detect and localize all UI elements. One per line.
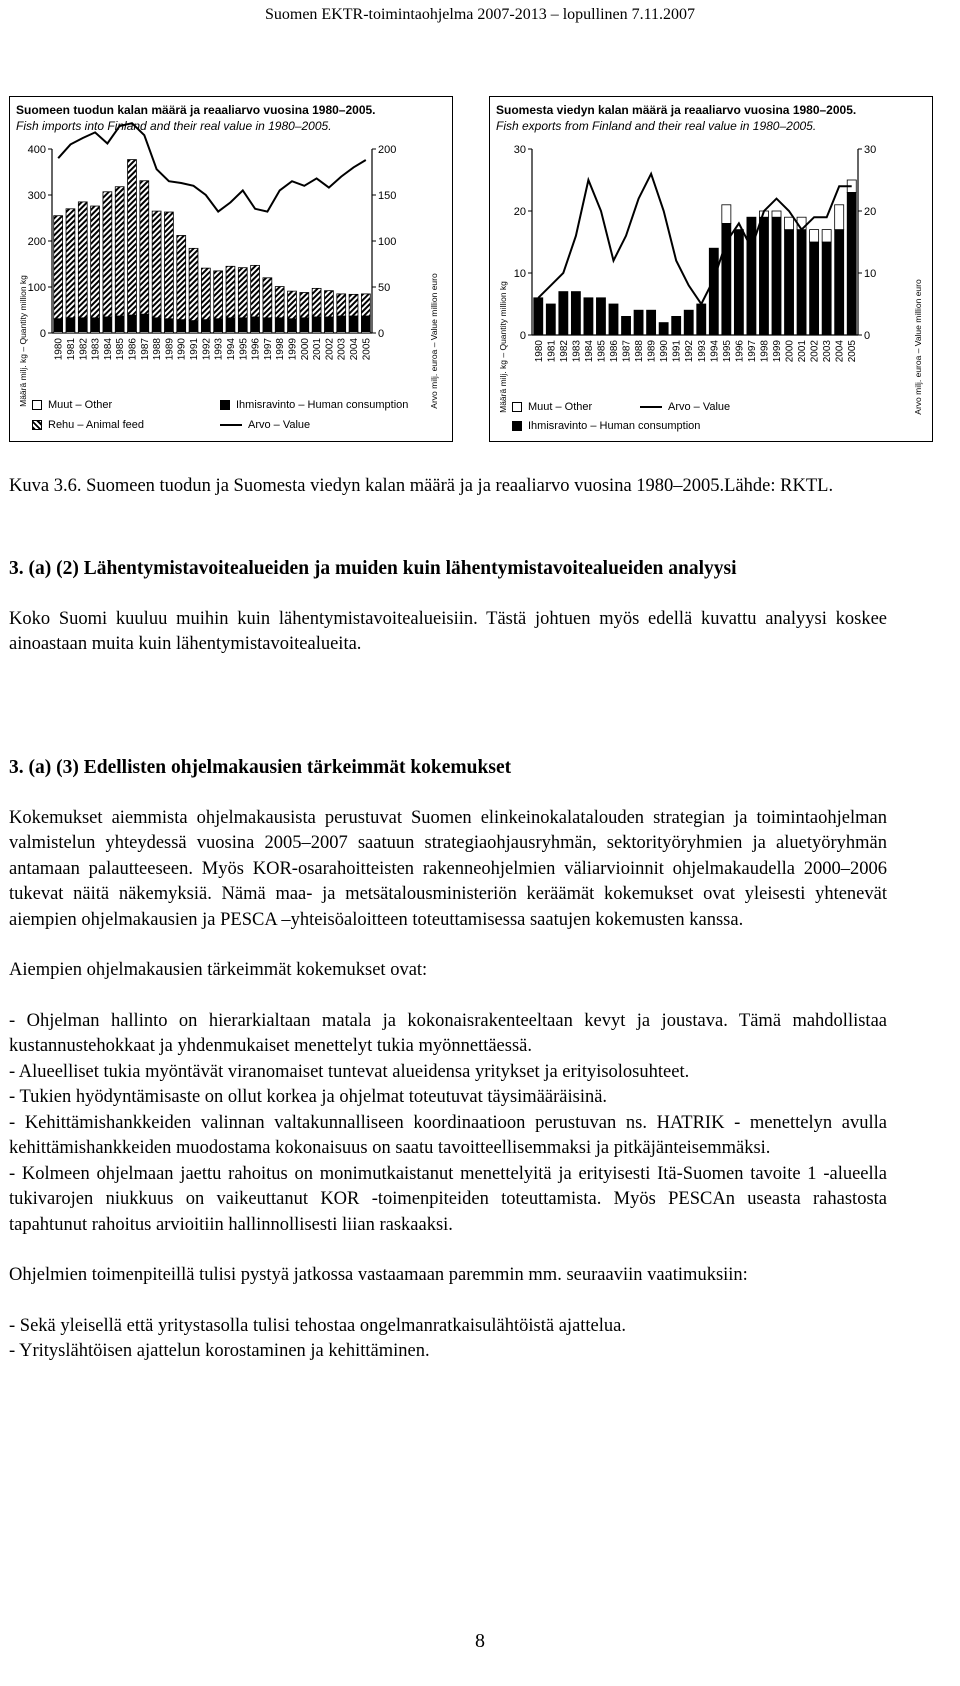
bar-segment (647, 310, 656, 335)
exports-y-right-label: Arvo milj. euroa – Value million euro (913, 279, 923, 415)
x-tick-label: 1996 (734, 340, 746, 363)
x-tick-label: 1987 (139, 338, 151, 361)
x-tick-label: 2005 (847, 340, 859, 363)
section-convergence (9, 556, 887, 658)
x-tick-label: 1985 (115, 338, 127, 361)
legend-other-label: Muut – Other (48, 399, 113, 411)
bar-segment (251, 317, 260, 332)
bar-segment (91, 318, 100, 332)
legend-other-swatch (512, 402, 522, 412)
exports-chart-subtitle: Fish exports from Finland and their real value in 1980–2005. (496, 119, 817, 133)
imports-chart-plot (10, 97, 452, 441)
bar-segment (759, 217, 768, 335)
imports-chart (9, 96, 453, 442)
bar-segment (54, 319, 63, 332)
x-tick-label: 1994 (709, 340, 721, 363)
x-tick-label: 1991 (671, 340, 683, 363)
bar-segment (684, 310, 693, 335)
section-experiences-body: Kokemukset aiemmista ohjelmakausista perustuvat Suomen elinkeinokalatalouden strategian ja toimintaohjelman valmistelun yhteydessä vuosina 2005–2007 saatuun strategiaohjausryhmän, sektorityöryhmien ja aluetyöryhmän antamaan palautteeseen. Myös KOR-osarahoitteisten rakenneohjelmien väliarvioinnit ohjelmakaudella 2000–2006 tukevat näitä näkemyksiä. Nämä maa- ja metsätalousministeriön keräämät kokemukset ovat yleisesti yhtenevät aiempien ohjelmakausien ja PESCA –yhteisöaloitteen toteuttamisessa saatujen kokemusten kanssa. (9, 807, 887, 930)
x-tick-label: 1986 (127, 338, 139, 361)
x-tick-label: 1997 (746, 340, 758, 363)
bar-segment (128, 315, 137, 332)
imports-chart-subtitle: Fish imports into Finland and their real value in 1980–2005. (16, 119, 332, 133)
bar-segment (201, 320, 210, 332)
bar-segment (312, 288, 321, 317)
running-header: Suomen EKTR-toimintaohjelma 2007-2013 – lopullinen 7.11.2007 (264, 6, 696, 23)
y-right-tick-label: 10 (864, 268, 877, 280)
bar-segment (140, 314, 149, 331)
bar-segment (263, 278, 272, 318)
bar-segment (177, 235, 186, 319)
x-tick-label: 1981 (546, 340, 558, 363)
x-tick-label: 2005 (361, 338, 373, 361)
legend-human (220, 399, 408, 411)
y-left-tick-label: 300 (27, 190, 46, 202)
bar-segment (300, 318, 309, 332)
bar-segment (238, 268, 247, 318)
legend-feed-label: Rehu – Animal feed (48, 419, 145, 431)
bar-segment (822, 230, 831, 242)
bar-segment (337, 316, 346, 332)
y-right-tick-label: 150 (378, 190, 397, 202)
bar-segment (559, 292, 568, 335)
x-tick-label: 1996 (250, 338, 262, 361)
x-tick-label: 2001 (797, 340, 809, 363)
x-tick-label: 1990 (176, 338, 188, 361)
bar-segment (91, 206, 100, 318)
bar-segment (324, 291, 333, 317)
list-item: - Alueelliset tukia myöntävät viranomaiset tuntevat alueidensa yritykset ja erityisolosuhteet. (9, 1061, 690, 1082)
x-tick-label: 1980 (53, 338, 65, 361)
bar-segment (275, 318, 284, 332)
section-experiences-closing: Ohjelmien toimenpiteillä tulisi pystyä jatkossa vastaamaan paremmin mm. seuraaviin vaatimuksiin: (9, 1265, 748, 1285)
bar-segment (785, 230, 794, 335)
bar-segment (361, 294, 370, 316)
exports-chart (489, 96, 933, 442)
bar-segment (785, 217, 794, 229)
legend-human (512, 420, 700, 432)
legend-value-label: Arvo – Value (248, 419, 311, 431)
x-tick-label: 1993 (213, 338, 225, 361)
bar-segment (66, 318, 75, 332)
x-tick-label: 2000 (784, 340, 796, 363)
x-tick-label: 1984 (583, 340, 595, 363)
bar-segment (835, 205, 844, 230)
x-tick-label: 1995 (721, 340, 733, 363)
legend-value (640, 401, 730, 413)
bar-segment (78, 202, 87, 318)
x-tick-label: 1992 (684, 340, 696, 363)
list-item: - Ohjelman hallinto on hierarkialtaan matala ja kokonaisrakenteeltaan kevyt ja joustava. Tämä mahdollistaa kustannustehokkaat ja yhdenmukaiset menettelyt tukia myönnettäessä. (9, 1010, 887, 1056)
x-tick-label: 1994 (225, 338, 237, 361)
bar-segment (634, 310, 643, 335)
x-tick-label: 2001 (312, 338, 324, 361)
x-tick-label: 1999 (772, 340, 783, 363)
x-tick-label: 2003 (822, 340, 834, 363)
bar-segment (546, 304, 555, 335)
y-left-tick-label: 0 (39, 328, 46, 340)
x-tick-label: 1984 (102, 338, 114, 361)
bar-segment (697, 304, 706, 335)
bar-segment (238, 318, 247, 332)
exports-chart-title: Suomesta viedyn kalan määrä ja reaaliarvo vuosina 1980–2005. (496, 103, 857, 117)
x-tick-label: 2000 (299, 338, 311, 361)
y-left-tick-label: 400 (27, 144, 46, 156)
bar-segment (115, 187, 124, 316)
x-tick-label: 1998 (759, 340, 771, 363)
x-tick-label: 1982 (558, 340, 570, 363)
y-left-tick-label: 10 (513, 268, 526, 280)
page-number: 8 (475, 1630, 485, 1652)
bar-segment (189, 321, 198, 332)
bar-segment (288, 291, 297, 319)
bar-segment (140, 181, 149, 314)
bar-segment (810, 230, 819, 242)
bar-segment (609, 304, 618, 335)
y-left-tick-label: 0 (519, 330, 526, 342)
bar-segment (747, 217, 756, 335)
section-convergence-body: Koko Suomi kuuluu muihin kuin lähentymistavoitealueisiin. Tästä johtuen myös edellä kuvattu analyysi koskee ainoastaan muita kuin lähentymistavoitealueita. (9, 608, 887, 654)
bar-segment (672, 316, 681, 335)
x-tick-label: 1993 (696, 340, 708, 363)
bar-segment (312, 317, 321, 332)
y-left-tick-label: 30 (513, 144, 526, 156)
legend-other (32, 399, 112, 411)
bar-segment (78, 318, 87, 332)
y-right-tick-label: 50 (378, 282, 391, 294)
bar-segment (128, 160, 137, 315)
x-tick-label: 1990 (659, 340, 671, 363)
requirements-list (9, 1314, 887, 1365)
list-item: - Yrityslähtöisen ajattelun korostaminen ja kehittäminen. (9, 1341, 430, 1361)
exports-chart-plot (490, 97, 932, 441)
bar-segment (226, 266, 235, 318)
legend-human-swatch (512, 421, 522, 431)
imports-y-right-label: Arvo milj. euroa – Value million euro (429, 273, 439, 409)
bar-segment (263, 318, 272, 332)
legend-other (512, 401, 592, 413)
x-tick-label: 1992 (201, 338, 213, 361)
section-experiences-heading: 3. (a) (3) Edellisten ohjelmakausien tärkeimmät kokemukset (9, 757, 512, 778)
y-right-tick-label: 20 (864, 206, 877, 218)
bar-segment (571, 292, 580, 335)
bar-segment (177, 320, 186, 332)
x-tick-label: 1991 (189, 338, 201, 361)
x-tick-label: 1983 (571, 340, 583, 363)
bar-segment (709, 248, 718, 335)
x-tick-label: 1998 (275, 338, 287, 361)
x-tick-label: 1997 (262, 338, 274, 361)
y-right-tick-label: 0 (378, 328, 385, 340)
y-right-tick-label: 0 (864, 330, 871, 342)
x-tick-label: 2004 (349, 338, 361, 361)
bar-segment (534, 298, 543, 335)
legend-human-swatch (220, 400, 230, 410)
bar-segment (226, 318, 235, 332)
bar-segment (722, 223, 731, 335)
bar-segment (288, 319, 297, 332)
bar-segment (103, 317, 112, 332)
bar-segment (214, 271, 223, 319)
x-tick-label: 2004 (834, 340, 846, 363)
x-tick-label: 1999 (287, 338, 299, 361)
bar-segment (103, 192, 112, 317)
bar-segment (659, 323, 668, 335)
bar-segment (722, 205, 731, 224)
x-tick-label: 1989 (646, 340, 658, 363)
x-tick-label: 1986 (609, 340, 620, 363)
list-item: - Sekä yleisellä että yritystasolla tulisi tehostaa ongelmanratkaisulähtöistä ajattelua. (9, 1315, 626, 1336)
bar-segment (164, 212, 173, 319)
x-tick-label: 1981 (65, 338, 77, 361)
y-right-tick-label: 30 (864, 144, 877, 156)
imports-y-left-label: Määrä milj. kg – Quantity million kg (18, 275, 28, 407)
legend-other-label: Muut – Other (528, 401, 593, 413)
x-tick-label: 1982 (78, 338, 90, 361)
section-experiences (9, 755, 887, 1365)
bar-segment (324, 317, 333, 332)
x-tick-label: 2003 (336, 338, 348, 361)
caption-text: Kuva 3.6. Suomeen tuodun ja Suomesta viedyn kalan määrä ja ja reaaliarvo vuosina 1980–2005.Lähde: RKTL. (9, 476, 834, 496)
bar-segment (797, 230, 806, 335)
bar-segment (361, 316, 370, 332)
experiences-list (9, 1009, 887, 1239)
y-left-tick-label: 20 (513, 206, 526, 218)
legend-human-label: Ihmisravinto – Human consumption (236, 399, 409, 411)
x-tick-label: 1980 (533, 340, 545, 363)
bar-segment (201, 268, 210, 320)
exports-y-left-label: Määrä milj. kg – Quantity million kg (498, 281, 508, 413)
x-tick-label: 1987 (621, 340, 633, 363)
list-item: - Kolmeen ohjelmaan jaettu rahoitus on monimutkaistanut menettelyitä ja erityisesti Itä-Suomen tavoite 1 -alueella tukivarojen niukkuus on vaikeuttanut KOR -toimenpiteiden toteuttamista. Myös PESCAn useasta rahastosta tapahtunut rahoitus arvioitiin hallinnollisesti liian raskaaksi. (9, 1163, 887, 1235)
legend-value-label: Arvo – Value (668, 401, 731, 413)
bar-segment (214, 319, 223, 332)
section-experiences-intro: Aiempien ohjelmakausien tärkeimmät kokemukset ovat: (9, 960, 428, 980)
legend-other-swatch (32, 400, 42, 410)
x-tick-label: 1988 (634, 340, 646, 363)
y-left-tick-label: 200 (27, 236, 46, 248)
list-item: - Tukien hyödyntämisaste on ollut korkea ja ohjelmat toteutuvat täysimääräisinä. (9, 1087, 608, 1107)
legend-feed (32, 419, 144, 431)
bar-segment (164, 319, 173, 332)
y-right-tick-label: 100 (378, 236, 397, 248)
x-tick-label: 2002 (809, 340, 821, 363)
legend-feed-swatch (32, 420, 42, 430)
bar-segment (596, 298, 605, 335)
x-tick-label: 1985 (596, 340, 608, 363)
bar-segment (584, 298, 593, 335)
bar-segment (152, 211, 161, 318)
bar-segment (810, 242, 819, 335)
x-tick-label: 1989 (164, 338, 176, 361)
bar-segment (251, 265, 260, 317)
bar-segment (152, 318, 161, 332)
bar-segment (835, 230, 844, 335)
bar-segment (734, 230, 743, 335)
y-right-tick-label: 200 (378, 144, 397, 156)
legend-value-line (220, 424, 242, 426)
bar-segment (337, 294, 346, 316)
x-tick-label: 1983 (90, 338, 102, 361)
bar-segment (54, 216, 63, 319)
x-tick-label: 2002 (324, 338, 336, 361)
bar-segment (115, 316, 124, 332)
y-left-tick-label: 100 (27, 282, 46, 294)
bar-segment (772, 211, 781, 217)
imports-chart-title: Suomeen tuodun kalan määrä ja reaaliarvo vuosina 1980–2005. (16, 103, 376, 117)
bar-segment (66, 209, 75, 318)
bar-segment (622, 316, 631, 335)
bar-segment (847, 192, 856, 335)
bar-segment (189, 248, 198, 320)
bar-segment (349, 294, 358, 316)
legend-value (220, 419, 310, 431)
figure-caption (9, 474, 887, 500)
x-tick-label: 1988 (152, 338, 164, 361)
x-tick-label: 1995 (238, 338, 250, 361)
legend-human-label: Ihmisravinto – Human consumption (528, 420, 701, 432)
list-item: - Kehittämishankkeiden valinnan valtakunnalliseen koordinaatioon perustuvan ns. HATRIK - menettelyn avulla kehittämishankkeiden muodostama kokonaisuus on saatu tavoitteellisemmaksi ja pitkäjänteisemmäksi. (9, 1112, 887, 1158)
bar-segment (275, 287, 284, 318)
legend-value-line (640, 406, 662, 408)
bar-segment (300, 293, 309, 318)
bar-segment (349, 316, 358, 332)
bar-segment (822, 242, 831, 335)
bar-segment (772, 217, 781, 335)
section-convergence-heading: 3. (a) (2) Lähentymistavoitealueiden ja muiden kuin lähentymistavoitealueiden analyysi (9, 558, 737, 579)
